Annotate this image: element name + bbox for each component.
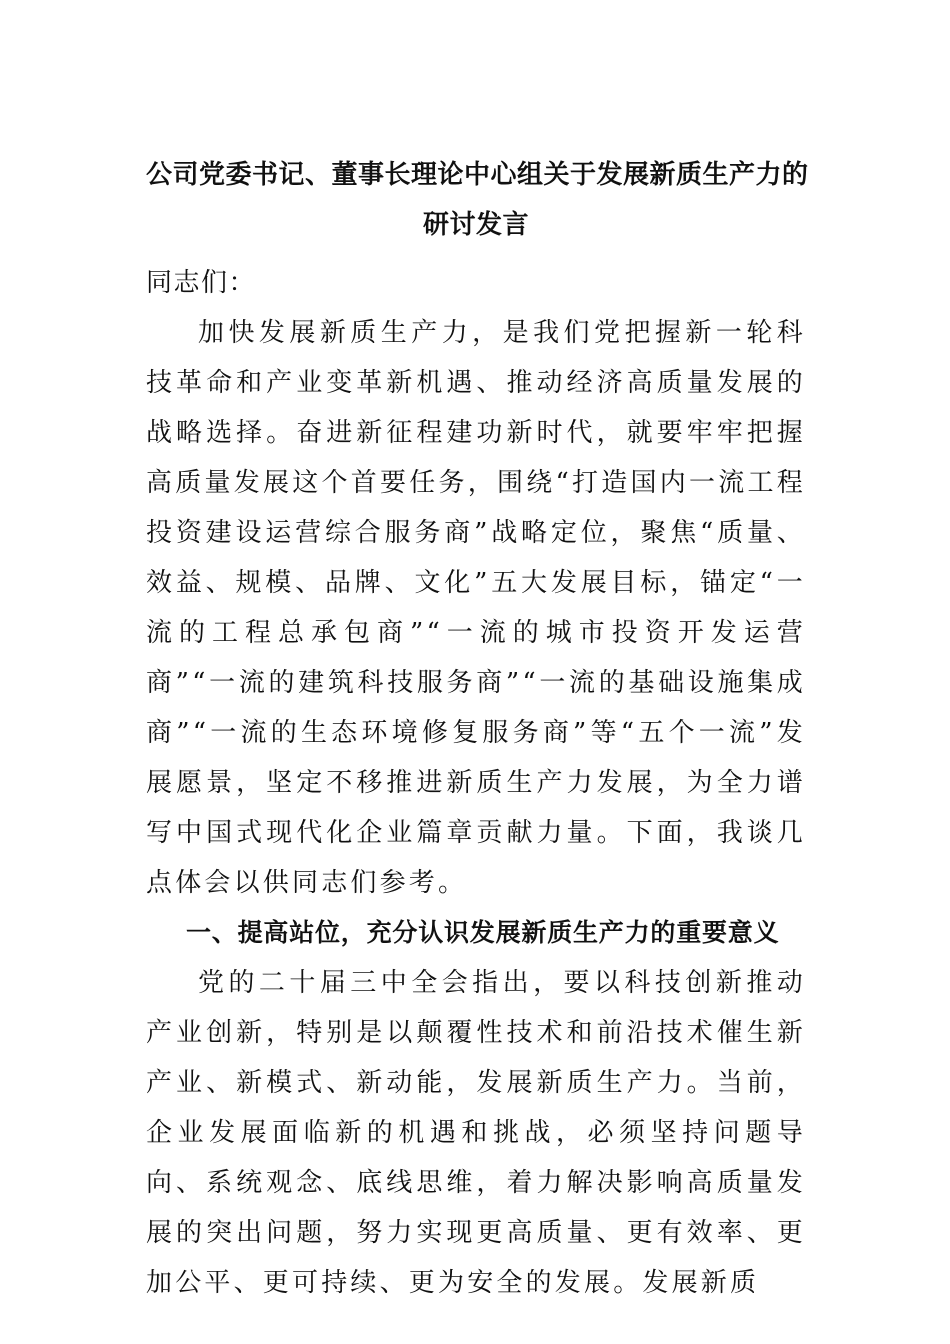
paragraph-section-1: 党的二十届三中全会指出，要以科技创新推动产业创新，特别是以颠覆性技术和前沿技术催生新产业、新模式、新动能，发展新质生产力。当前，企业发展面临新的机遇和挑战，必须坚持问题导向、系统观念、底线思维，着力解决影响高质量发展的突出问题，努力实现更高质量、更有效率、更加公平、更可持续、更为安全的发展。发展新质 [146, 968, 806, 1298]
paragraph-intro: 加快发展新质生产力，是我们党把握新一轮科技革命和产业变革新机遇、推动经济高质量发展的战略选择。奋进新征程建功新时代，就要牢牢把握高质量发展这个首要任务，围绕“打造国内一流工程投资建设运营综合服务商”战略定位，聚焦“质量、效益、规模、品牌、文化”五大发展目标，锚定“一流的工程总承包商”“一流的城市投资开发运营商”“一流的建筑科技服务商”“一流的基础设施集成商”“一流的生态环境修复服务商”等“五个一流”发展愿景，坚定不移推进新质生产力发展，为全力谱写中国式现代化企业篇章贡献力量。下面，我谈几点体会以供同志们参考。 [146, 318, 806, 898]
title-line-1: 公司党委书记、董事长理论中心组关于发展新质生产力的 [146, 160, 809, 190]
document-title [146, 150, 809, 250]
section-heading-1: 一、提高站位，充分认识发展新质生产力的重要意义 [186, 918, 780, 947]
document-body [146, 150, 809, 1308]
title-line-2: 研讨发言 [422, 210, 529, 240]
salutation: 同志们： [146, 268, 257, 298]
